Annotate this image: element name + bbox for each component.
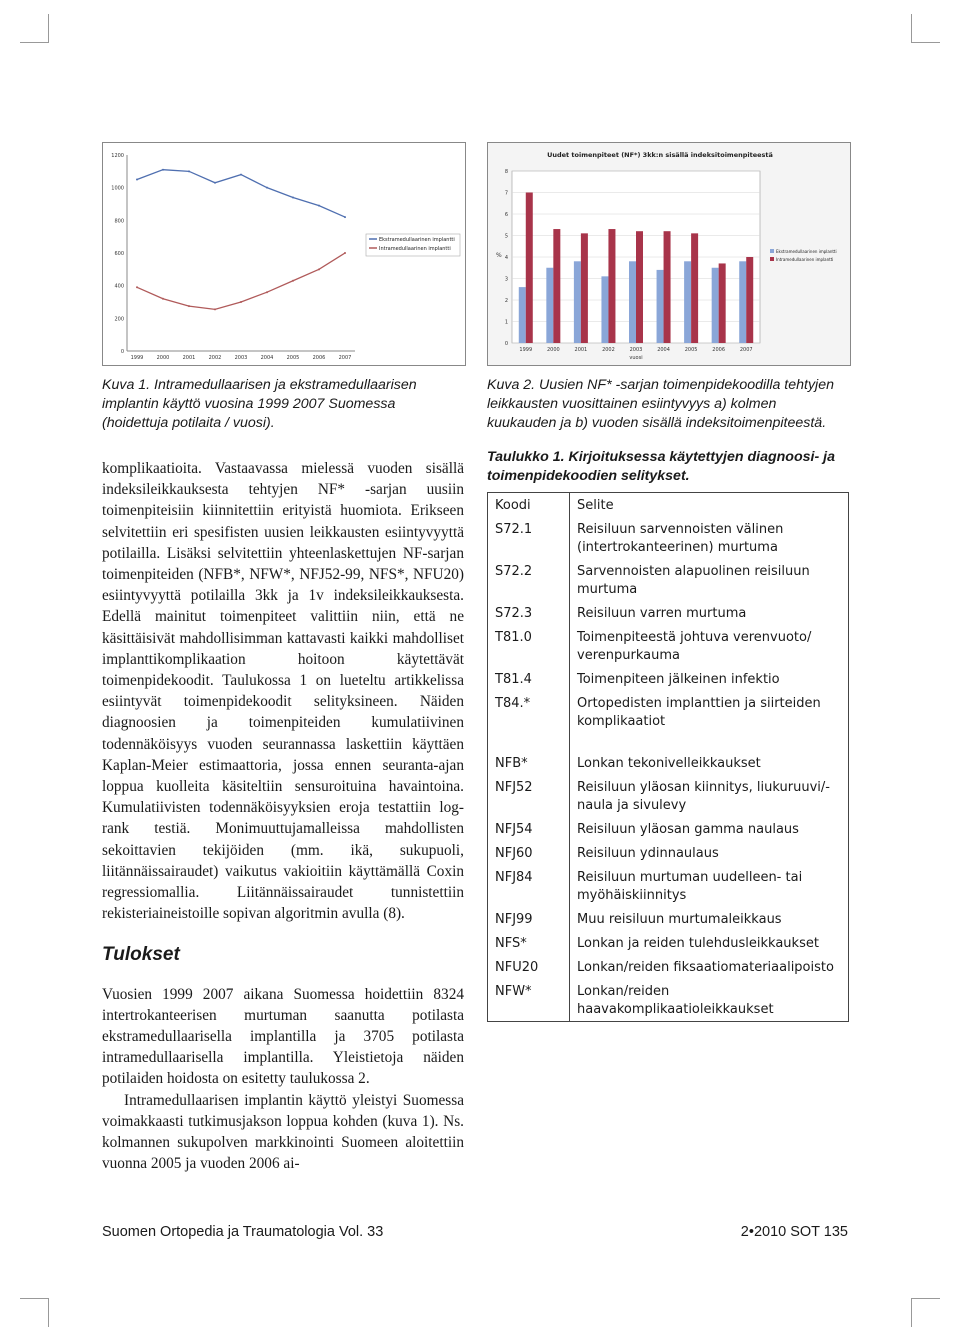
bar <box>581 233 588 343</box>
desc-cell: Reisiluun yläosan gamma naulaus <box>570 817 849 841</box>
results-paragraph-1: Vuosien 1999 2007 aikana Suomessa hoidettiin 8324 intertrokanteerisen murtuman saanutta potilasta ekstramedullaarisella implantilla ja 3705 potilasta intramedullaarisella implantilla. Yleistietoja näiden potilaiden hoidosta on esitetty taulukossa 2. <box>102 985 464 1088</box>
y-tick-label: 1 <box>504 319 508 326</box>
x-tick-label: 2002 <box>602 347 615 353</box>
code-cell: NFJ52 <box>488 775 570 817</box>
code-cell: NFJ99 <box>488 907 570 931</box>
table-row <box>488 601 849 625</box>
table-row <box>488 931 849 955</box>
figure-1-line-chart <box>102 142 466 366</box>
data-point <box>266 187 268 189</box>
table-row <box>488 955 849 979</box>
data-point <box>240 301 242 303</box>
code-cell: NFB* <box>488 751 570 775</box>
spacer-cell <box>570 733 849 751</box>
legend-label: Ekstramedullaarinen implantti <box>379 237 455 243</box>
desc-cell: Sarvennoisten alapuolinen reisiluun murtuma <box>570 559 849 601</box>
legend-label: Intramedullaarinen implantti <box>379 246 451 252</box>
bar <box>684 261 691 343</box>
x-tick-label: 2007 <box>739 347 753 353</box>
desc-cell: Lonkan tekonivelleikkaukset <box>570 751 849 775</box>
figure-1-svg <box>103 143 465 365</box>
code-cell: NFJ54 <box>488 817 570 841</box>
figure-2-caption: Kuva 2. Uusien NF* -sarjan toimenpidekoodilla tehtyjen leikkausten vuosittainen esiintyvyys a) kolmen kuukauden ja b) vuoden sisällä indeksitoimenpiteestä. <box>487 377 834 431</box>
figure-2-bar-chart <box>487 142 851 366</box>
figure-2-svg <box>488 143 850 365</box>
y-tick-label: 1000 <box>111 185 124 192</box>
code-cell: NFJ60 <box>488 841 570 865</box>
data-point <box>240 174 242 176</box>
y-tick-label: 4 <box>504 255 508 261</box>
x-tick-label: 2006 <box>312 355 326 361</box>
table-row <box>488 667 849 691</box>
crop-mark <box>20 14 49 43</box>
methods-paragraph: komplikaatioita. Vastaavassa mielessä vuoden sisällä indeksileikkauksesta tehtyjen NF* -sarjan uusiin toimenpiteisiin kiinnitettiin erityistä huomiota. Erikseen selvitettiin eri spesifisten uusien leikkausten esiintyvyyttä potilailla. Lisäksi selvitettiin yhteenlaskettujen NF-sarjan toimenpiteiden (NFB*, NFW*, NFJ52-99, NFS*, NFU20) esiintyvyyttä potilailla 3kk ja 1v indeksileikkauksesta. Edellä mainitut toimenpiteet valittiin niin, että ne käsittäisivät mahdollisimman kattavasti kaikki mahdolliset implanttikomplikaation hoitoon käytettävät toimenpidekoodit. Taulukossa 1 on lueteltu artikkelissa esiintyvät toimenpidekoodit selityksineen. Näiden diagnoosien ja toimenpiteiden kumulatiivinen todennäköisyys vuoden seurannassa laskettiin käyttäen Kaplan-Meier estimaattoria, jossa ennen seuranta-ajan loppua kuolleita käsiteltiin sensuroituina havaintoina. Kumulatiivisten todennäköisyyksien eroja testattiin log-rank testiä. Monimuuttujamalleissa mahdollisten sekoittavien tekijöiden (mm. ikä, sukupuoli, liitännäissairaudet) vaikutus vakioitiin käyttämällä Coxin regressiomallia. Liitännäissairaudet tunnistettiin rekisteriaineistoille sopivan algoritmin avulla (8). <box>102 460 464 923</box>
desc-cell: Toimenpiteen jälkeinen infektio <box>570 667 849 691</box>
table-row <box>488 625 849 667</box>
desc-cell: Reisiluun ydinnaulaus <box>570 841 849 865</box>
data-point <box>266 291 268 293</box>
data-point <box>318 205 320 207</box>
desc-cell: Reisiluun sarvennoisten välinen (intertrokanteerinen) murtuma <box>570 517 849 559</box>
table-row <box>488 691 849 733</box>
table-header-row <box>488 493 849 518</box>
x-axis-label: vuosi <box>629 355 643 361</box>
code-cell: S72.2 <box>488 559 570 601</box>
code-cell: S72.3 <box>488 601 570 625</box>
bar <box>601 276 608 343</box>
data-point <box>162 298 164 300</box>
y-tick-label: 600 <box>114 251 124 257</box>
code-cell: T81.0 <box>488 625 570 667</box>
y-tick-label: 8 <box>504 169 508 175</box>
data-point <box>214 308 216 310</box>
header-desc: Selite <box>570 493 849 518</box>
table-row <box>488 979 849 1022</box>
x-tick-label: 2004 <box>260 355 274 361</box>
code-table <box>487 492 849 1022</box>
series-line <box>137 253 345 309</box>
desc-cell: Ortopedisten implanttien ja siirteiden komplikaatiot <box>570 691 849 733</box>
y-tick-label: 400 <box>114 283 124 290</box>
figure-1-caption: Kuva 1. Intramedullaarisen ja ekstramedullaarisen implantin käyttö vuosina 1999 2007 Suomessa (hoidettuja potilaita / vuosi). <box>102 377 417 431</box>
data-point <box>292 196 294 198</box>
code-cell: T84.* <box>488 691 570 733</box>
desc-cell: Reisiluun yläosan kiinnitys, liukuruuvi/-naula ja sivulevy <box>570 775 849 817</box>
bar <box>739 261 746 343</box>
y-tick-label: 6 <box>504 212 508 218</box>
body-text-column <box>102 458 464 1175</box>
data-point <box>188 305 190 307</box>
bar <box>691 233 698 343</box>
table-row <box>488 865 849 907</box>
bar <box>657 270 664 343</box>
desc-cell: Lonkan ja reiden tulehdusleikkaukset <box>570 931 849 955</box>
legend-swatch <box>770 249 774 253</box>
footer-journal: Suomen Ortopedia ja Traumatologia Vol. 33 <box>102 1224 384 1240</box>
crop-mark <box>911 14 940 43</box>
x-tick-label: 2000 <box>156 355 170 361</box>
y-tick-label: 2 <box>504 298 508 304</box>
y-tick-label: 5 <box>504 233 508 240</box>
desc-cell: Reisiluun varren murtuma <box>570 601 849 625</box>
bar <box>546 268 553 343</box>
bar <box>574 261 581 343</box>
y-tick-label: 7 <box>504 190 508 197</box>
data-point <box>136 286 138 288</box>
legend-swatch <box>770 257 774 261</box>
code-cell: NFW* <box>488 979 570 1022</box>
x-tick-label: 2002 <box>208 355 222 361</box>
desc-cell: Reisiluun murtuman uudelleen- tai myöhäiskiinnitys <box>570 865 849 907</box>
x-tick-label: 2000 <box>546 347 560 353</box>
y-tick-label: 800 <box>114 218 124 225</box>
crop-mark <box>20 1298 49 1327</box>
data-point <box>318 268 320 270</box>
y-tick-label: 1200 <box>111 153 124 159</box>
table-row <box>488 817 849 841</box>
x-tick-label: 2007 <box>338 355 352 361</box>
y-tick-label: 0 <box>120 349 124 355</box>
bar <box>719 263 726 343</box>
data-point <box>136 179 138 181</box>
bar <box>629 261 636 343</box>
data-point <box>188 170 190 172</box>
x-tick-label: 2004 <box>657 347 670 353</box>
x-tick-label: 2003 <box>234 355 248 361</box>
y-tick-label: 0 <box>504 341 508 347</box>
bar <box>519 287 526 343</box>
table-row <box>488 841 849 865</box>
desc-cell: Toimenpiteestä johtuva verenvuoto/ verenpurkauma <box>570 625 849 667</box>
table-row <box>488 775 849 817</box>
desc-cell: Muu reisiluun murtumaleikkaus <box>570 907 849 931</box>
x-tick-label: 2001 <box>182 355 196 361</box>
bar <box>526 193 533 344</box>
x-tick-label: 2003 <box>629 347 643 353</box>
x-tick-label: 1999 <box>130 355 144 361</box>
x-tick-label: 2005 <box>286 355 300 361</box>
y-axis-label: % <box>496 252 502 259</box>
x-tick-label: 2006 <box>712 347 726 353</box>
data-point <box>162 169 164 171</box>
code-cell: T81.4 <box>488 667 570 691</box>
bar <box>746 257 753 343</box>
bar <box>608 229 615 343</box>
data-point <box>344 252 346 254</box>
y-tick-label: 3 <box>504 276 508 283</box>
chart-title: Uudet toimenpiteet (NF*) 3kk:n sisällä indeksitoimenpiteestä <box>547 151 773 159</box>
table-spacer-row <box>488 733 849 751</box>
x-tick-label: 2001 <box>574 347 588 353</box>
table-row <box>488 517 849 559</box>
desc-cell: Lonkan/reiden fiksaatiomateriaalipoisto <box>570 955 849 979</box>
table-row <box>488 559 849 601</box>
table-row <box>488 907 849 931</box>
code-cell: NFJ84 <box>488 865 570 907</box>
header-code: Koodi <box>488 493 570 518</box>
crop-mark <box>911 1298 940 1327</box>
code-table-body <box>488 493 849 1022</box>
footer-page: 2•2010 SOT 135 <box>740 1224 848 1240</box>
data-point <box>344 216 346 218</box>
section-heading-results: Tulokset <box>102 944 180 966</box>
table-row <box>488 751 849 775</box>
bar <box>712 268 719 343</box>
bar <box>636 231 643 343</box>
y-tick-label: 200 <box>114 316 124 323</box>
spacer-cell <box>488 733 570 751</box>
code-cell: NFS* <box>488 931 570 955</box>
bar <box>553 229 560 343</box>
data-point <box>292 280 294 282</box>
series-line <box>137 170 345 217</box>
desc-cell: Lonkan/reiden haavakomplikaatioleikkaukset <box>570 979 849 1022</box>
legend-label: Ekstramedullaarinen implantti <box>776 249 837 254</box>
legend-label: Intramedullaarinen implantti <box>776 257 834 262</box>
x-tick-label: 2005 <box>684 347 698 353</box>
data-point <box>214 182 216 184</box>
code-cell: NFU20 <box>488 955 570 979</box>
table-1-caption: Taulukko 1. Kirjoituksessa käytettyjen diagnoosi- ja toimenpidekoodien selitykset. <box>487 449 835 484</box>
code-cell: S72.1 <box>488 517 570 559</box>
bar <box>664 231 671 343</box>
results-paragraph-2: Intramedullaarisen implantin käyttö yleistyi Suomessa voimakkaasti tutkimusjakson loppua kohden (kuva 1). Ns. kolmannen sukupolven markkinointi Suomeen aloitettiin vuonna 2005 ja vuoden 2006 ai- <box>102 1091 464 1173</box>
x-tick-label: 1999 <box>519 347 533 353</box>
